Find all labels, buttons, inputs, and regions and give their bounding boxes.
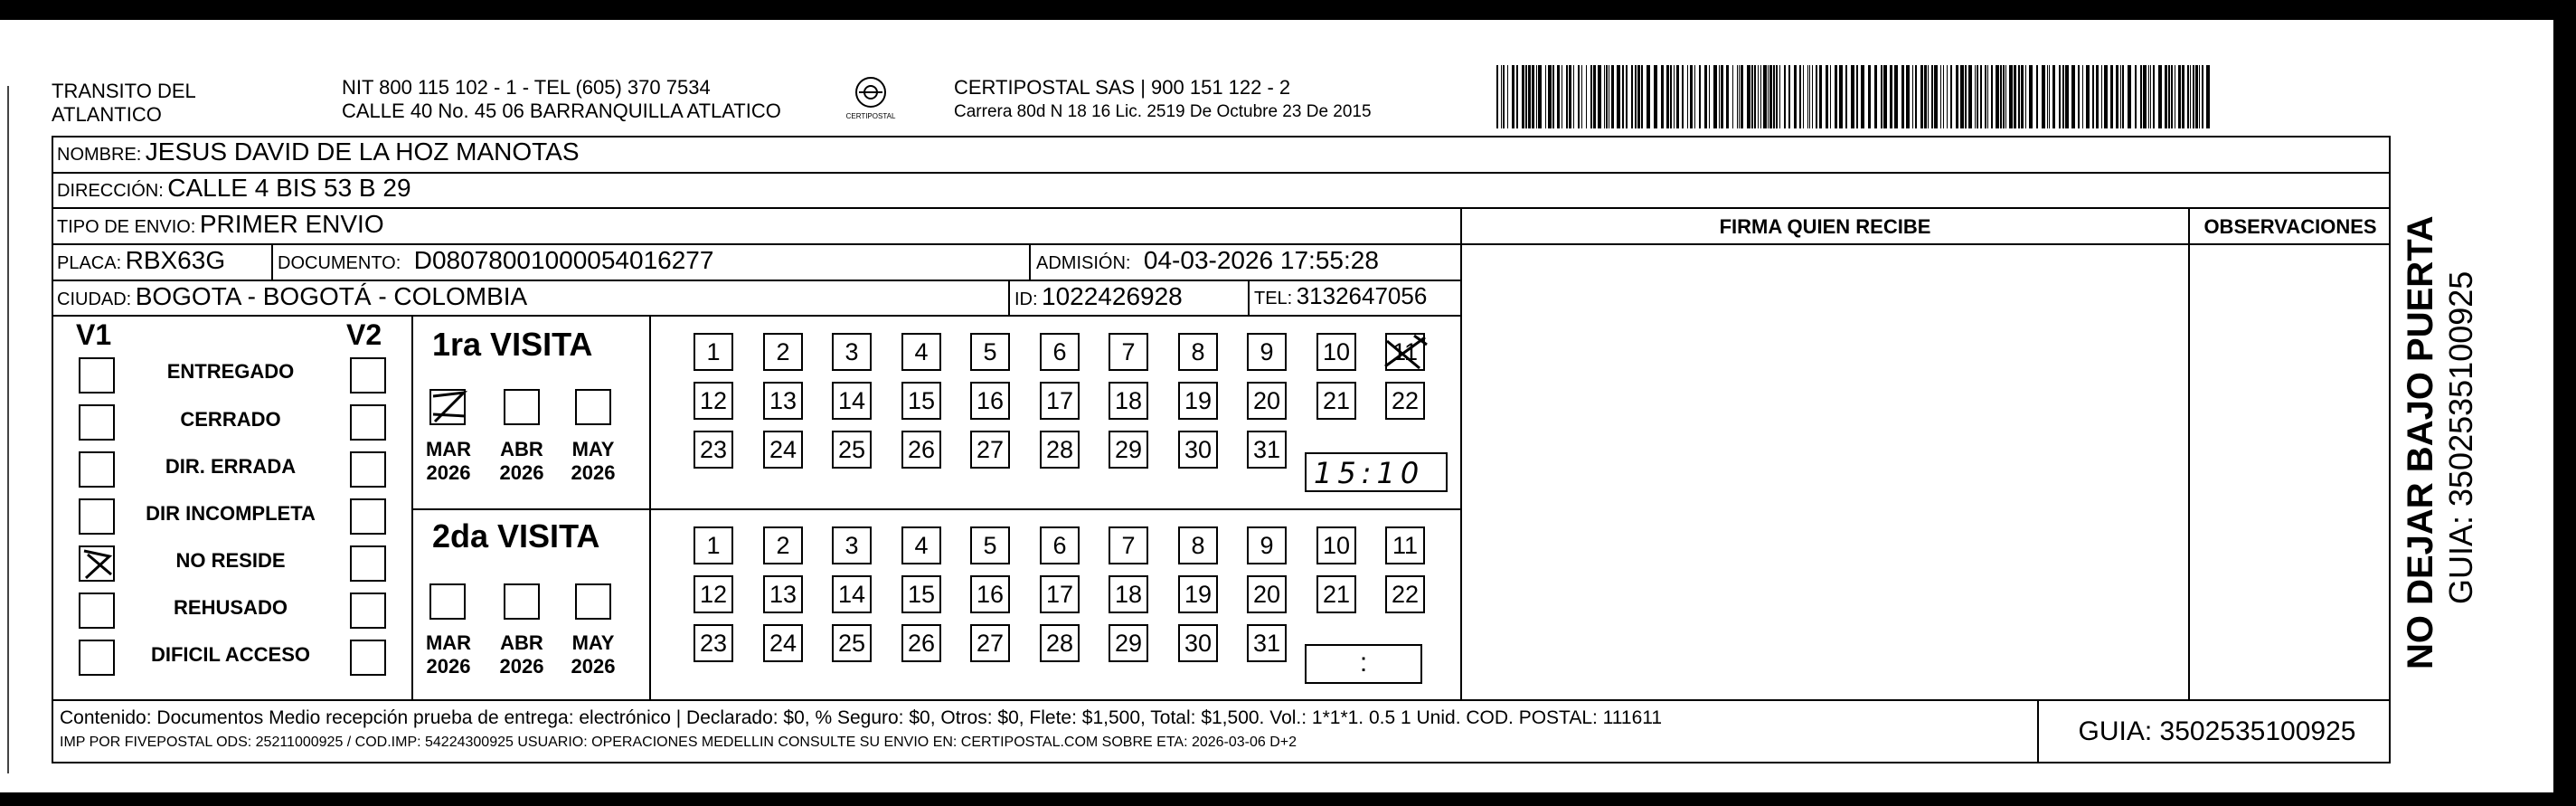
first-visit-month-may-label	[565, 438, 621, 485]
first-visit-day-8[interactable]: 8	[1178, 333, 1218, 371]
barcode	[1496, 65, 2215, 128]
status-label-entregado: ENTREGADO	[166, 360, 295, 383]
logo-text: CERTIPOSTAL	[845, 112, 896, 120]
second-visit-day-5[interactable]: 5	[970, 526, 1010, 564]
second-visit-day-6[interactable]: 6	[1040, 526, 1080, 564]
second-visit-day-29[interactable]: 29	[1109, 624, 1148, 662]
direccion-label: DIRECCIÓN:	[57, 181, 164, 201]
first-visit-day-30[interactable]: 30	[1178, 431, 1218, 469]
v2-checkbox-no-reside[interactable]	[350, 545, 386, 582]
v1-checkbox-dir-errada[interactable]	[79, 451, 115, 488]
v2-checkbox-dificil-acceso[interactable]	[350, 640, 386, 676]
scan-border-bottom	[0, 792, 2576, 806]
first-visit-month-mar-checkbox[interactable]	[429, 389, 466, 425]
second-visit-day-24[interactable]: 24	[763, 624, 803, 662]
status-label-rehusado: REHUSADO	[174, 596, 288, 619]
second-visit-day-14[interactable]: 14	[832, 575, 872, 613]
divider-id-tel	[1248, 280, 1250, 315]
first-visit-day-20[interactable]: 20	[1247, 382, 1287, 420]
v2-checkbox-dir-errada[interactable]	[350, 451, 386, 488]
v2-checkbox-rehusado[interactable]	[350, 593, 386, 629]
v2-header: V2	[346, 318, 382, 351]
company-line2: Carrera 80d N 18 16 Lic. 2519 De Octubre 23 De 2015	[954, 102, 1372, 121]
second-visit-day-22[interactable]: 22	[1385, 575, 1425, 613]
first-visit-day-19[interactable]: 19	[1178, 382, 1218, 420]
divider-tipo	[52, 243, 1460, 245]
second-visit-day-12[interactable]: 12	[694, 575, 733, 613]
second-visit-day-23[interactable]: 23	[694, 624, 733, 662]
second-visit-day-26[interactable]: 26	[901, 624, 941, 662]
month-name: MAR	[425, 631, 472, 654]
second-visit-month-abr-label	[494, 631, 550, 678]
first-visit-month-may-checkbox[interactable]	[575, 389, 611, 425]
second-visit-month-may-checkbox[interactable]	[575, 583, 611, 620]
divider-ciudad-id	[1008, 280, 1010, 315]
first-visit-day-12[interactable]: 12	[694, 382, 733, 420]
status-list	[54, 317, 407, 699]
first-visit-title: 1ra VISITA	[432, 326, 593, 363]
month-year: 2026	[426, 655, 471, 678]
second-visit-day-17[interactable]: 17	[1040, 575, 1080, 613]
nombre-value: JESUS DAVID DE LA HOZ MANOTAS	[145, 137, 580, 166]
sender-name-line1: TRANSITO DEL	[52, 80, 196, 102]
v1-checkbox-no-reside[interactable]	[79, 545, 115, 582]
first-visit-day-13[interactable]: 13	[763, 382, 803, 420]
second-visit-time-placeholder: :	[1359, 648, 1368, 678]
status-label-cerrado: CERRADO	[180, 408, 281, 431]
first-visit-day-24[interactable]: 24	[763, 431, 803, 469]
strike-mark-icon	[1383, 332, 1429, 372]
placa-value: RBX63G	[125, 246, 226, 274]
sender-address: CALLE 40 No. 45 06 BARRANQUILLA ATLATICO	[342, 100, 781, 122]
first-visit-day-4[interactable]: 4	[901, 333, 941, 371]
tel-value: 3132647056	[1296, 282, 1428, 309]
nombre-field	[57, 137, 580, 166]
v1-checkbox-cerrado[interactable]	[79, 404, 115, 441]
ciudad-field	[57, 282, 527, 311]
second-visit-day-1[interactable]: 1	[694, 526, 733, 564]
id-value: 1022426928	[1042, 282, 1183, 310]
month-year: 2026	[426, 461, 471, 484]
second-visit-day-15[interactable]: 15	[901, 575, 941, 613]
second-visit-day-4[interactable]: 4	[901, 526, 941, 564]
first-visit-day-26[interactable]: 26	[901, 431, 941, 469]
first-visit-time-box[interactable]	[1305, 452, 1448, 492]
observaciones-area[interactable]	[2190, 245, 2391, 699]
first-visit-day-23[interactable]: 23	[694, 431, 733, 469]
second-visit-day-28[interactable]: 28	[1040, 624, 1080, 662]
footer-contenido: Contenido: Documentos Medio recepción prueba de entrega: electrónico | Declarado: $0, % Seguro: $0, Otros: $0, Flete: $1,500, Total: $1,500. Vol.: 1*1*1. 0.5 1 Unid. COD. POSTAL: 111611	[60, 707, 1663, 728]
first-visit-day-31[interactable]: 31	[1247, 431, 1287, 469]
second-visit-month-may-label	[565, 631, 621, 678]
second-visit-month-abr-checkbox[interactable]	[504, 583, 540, 620]
month-name: MAY	[571, 631, 615, 654]
first-visit-day-5[interactable]: 5	[970, 333, 1010, 371]
tipo-envio-field	[57, 210, 384, 239]
checkmark-icon	[79, 545, 115, 582]
month-name: ABR	[500, 631, 543, 654]
documento-value: D08078001000054016277	[413, 246, 714, 274]
divider-footer-guia	[2037, 699, 2039, 763]
observaciones-header: OBSERVACIONES	[2203, 215, 2377, 238]
second-visit-day-11[interactable]: 11	[1385, 526, 1425, 564]
scan-border-top	[0, 0, 2576, 20]
placa-field	[57, 246, 225, 275]
ciudad-value: BOGOTA - BOGOTÁ - COLOMBIA	[135, 282, 528, 310]
divider-months-days	[649, 315, 651, 699]
first-visit-day-21[interactable]: 21	[1316, 382, 1356, 420]
sender-contact	[342, 76, 781, 123]
second-visit-day-25[interactable]: 25	[832, 624, 872, 662]
firma-signature-area[interactable]	[1462, 245, 2188, 699]
scan-border-right	[2553, 0, 2576, 806]
checkmark-icon	[429, 389, 471, 425]
divider-doc-admision	[1029, 243, 1031, 280]
tipo-envio-value: PRIMER ENVIO	[199, 210, 384, 238]
tel-field	[1254, 282, 1427, 310]
first-visit-day-11[interactable]: 11	[1385, 333, 1425, 371]
second-visit-day-19[interactable]: 19	[1178, 575, 1218, 613]
tel-label: TEL:	[1254, 289, 1293, 308]
certipostal-logo	[839, 72, 902, 127]
first-visit-day-10[interactable]: 10	[1316, 333, 1356, 371]
second-visit-time-box[interactable]	[1305, 644, 1422, 684]
direccion-value: CALLE 4 BIS 53 B 29	[167, 174, 411, 202]
month-name: MAR	[425, 438, 472, 460]
second-visit-day-16[interactable]: 16	[970, 575, 1010, 613]
id-label: ID:	[1014, 289, 1038, 309]
v1-checkbox-rehusado[interactable]	[79, 593, 115, 629]
scan-margin-line	[7, 86, 9, 773]
second-visit-day-7[interactable]: 7	[1109, 526, 1148, 564]
admision-label: ADMISIÓN:	[1036, 253, 1131, 273]
second-visit-day-10[interactable]: 10	[1316, 526, 1356, 564]
company-line1: CERTIPOSTAL SAS | 900 151 122 - 2	[954, 76, 1291, 99]
second-visit-day-9[interactable]: 9	[1247, 526, 1287, 564]
documento-label: DOCUMENTO:	[278, 253, 401, 273]
second-visit-day-2[interactable]: 2	[763, 526, 803, 564]
divider-placa-doc	[271, 243, 273, 280]
documento-field	[278, 246, 713, 275]
second-visit-month-mar-checkbox[interactable]	[429, 583, 466, 620]
first-visit-month-abr-label	[494, 438, 550, 485]
divider-status-visits	[411, 315, 413, 699]
status-label-dir-incompleta: DIR INCOMPLETA	[146, 502, 316, 525]
v2-checkbox-cerrado[interactable]	[350, 404, 386, 441]
id-field	[1014, 282, 1183, 311]
firma-header: FIRMA QUIEN RECIBE	[1719, 215, 1931, 238]
first-visit-day-22[interactable]: 22	[1385, 382, 1425, 420]
second-visit-day-30[interactable]: 30	[1178, 624, 1218, 662]
first-visit-day-25[interactable]: 25	[832, 431, 872, 469]
company-info	[954, 76, 1372, 122]
sender-name	[52, 80, 196, 127]
month-year: 2026	[571, 461, 616, 484]
month-name: ABR	[500, 438, 543, 460]
footer-imp: IMP POR FIVEPOSTAL ODS: 25211000925 / COD.IMP: 54224300925 USUARIO: OPERACIONES MEDELLIN CONSULTE SU ENVIO EN: CERTIPOSTAL.COM SOBRE ETA: 2026-03-06 D+2	[60, 735, 1297, 750]
first-visit-day-9[interactable]: 9	[1247, 333, 1287, 371]
second-visit-day-13[interactable]: 13	[763, 575, 803, 613]
second-visit-day-31[interactable]: 31	[1247, 624, 1287, 662]
first-visit-time-handwritten: 15:10	[1314, 456, 1425, 490]
second-visit-day-8[interactable]: 8	[1178, 526, 1218, 564]
first-visit-month-mar-label	[420, 438, 477, 485]
direccion-field	[57, 174, 411, 203]
first-visit-month-abr-checkbox[interactable]	[504, 389, 540, 425]
second-visit-day-20[interactable]: 20	[1247, 575, 1287, 613]
footer-guia: GUIA: 3502535100925	[2078, 716, 2356, 746]
first-visit-day-29[interactable]: 29	[1109, 431, 1148, 469]
month-year: 2026	[571, 655, 616, 678]
month-year: 2026	[499, 655, 544, 678]
v1-header: V1	[76, 318, 112, 351]
v1-checkbox-dir-incompleta[interactable]	[79, 498, 115, 535]
first-visit-day-16[interactable]: 16	[970, 382, 1010, 420]
second-visit-title: 2da VISITA	[432, 517, 600, 555]
second-visit-day-18[interactable]: 18	[1109, 575, 1148, 613]
divider-visits	[411, 508, 1460, 510]
admision-value: 04-03-2026 17:55:28	[1143, 246, 1379, 274]
first-visit-day-7[interactable]: 7	[1109, 333, 1148, 371]
first-visit-day-17[interactable]: 17	[1040, 382, 1080, 420]
side-guia: GUIA: 3502535100925	[2442, 270, 2479, 604]
v2-checkbox-entregado[interactable]	[350, 357, 386, 394]
second-visit-month-mar-label	[420, 631, 477, 678]
month-name: MAY	[571, 438, 615, 460]
nombre-label: NOMBRE:	[57, 145, 142, 165]
tipo-envio-label: TIPO DE ENVIO:	[57, 217, 196, 237]
first-visit-day-2[interactable]: 2	[763, 333, 803, 371]
second-visit-day-27[interactable]: 27	[970, 624, 1010, 662]
side-no-dejar-bajo-puerta: NO DEJAR BAJO PUERTA	[2401, 215, 2440, 669]
first-visit-day-15[interactable]: 15	[901, 382, 941, 420]
divider-footer	[52, 699, 2391, 701]
first-visit-day-18[interactable]: 18	[1109, 382, 1148, 420]
first-visit-day-6[interactable]: 6	[1040, 333, 1080, 371]
month-year: 2026	[499, 461, 544, 484]
first-visit-day-28[interactable]: 28	[1040, 431, 1080, 469]
v1-checkbox-entregado[interactable]	[79, 357, 115, 394]
second-visit-day-21[interactable]: 21	[1316, 575, 1356, 613]
placa-label: PLACA:	[57, 253, 122, 273]
status-label-dificil-acceso: DIFICIL ACCESO	[150, 643, 310, 666]
sender-name-line2: ATLANTICO	[52, 103, 162, 126]
v1-checkbox-dificil-acceso[interactable]	[79, 640, 115, 676]
status-label-dir-errada: DIR. ERRADA	[165, 455, 297, 478]
ciudad-label: CIUDAD:	[57, 289, 132, 309]
barcode-graphic	[1496, 65, 2215, 128]
admision-field	[1036, 246, 1379, 275]
first-visit-day-1[interactable]: 1	[694, 333, 733, 371]
sender-nit: NIT 800 115 102 - 1 - TEL (605) 370 7534	[342, 76, 711, 99]
first-visit-day-3[interactable]: 3	[832, 333, 872, 371]
second-visit-day-3[interactable]: 3	[832, 526, 872, 564]
v2-checkbox-dir-incompleta[interactable]	[350, 498, 386, 535]
divider-direccion	[52, 207, 2391, 209]
status-label-no-reside: NO RESIDE	[175, 549, 286, 572]
first-visit-day-14[interactable]: 14	[832, 382, 872, 420]
first-visit-day-27[interactable]: 27	[970, 431, 1010, 469]
